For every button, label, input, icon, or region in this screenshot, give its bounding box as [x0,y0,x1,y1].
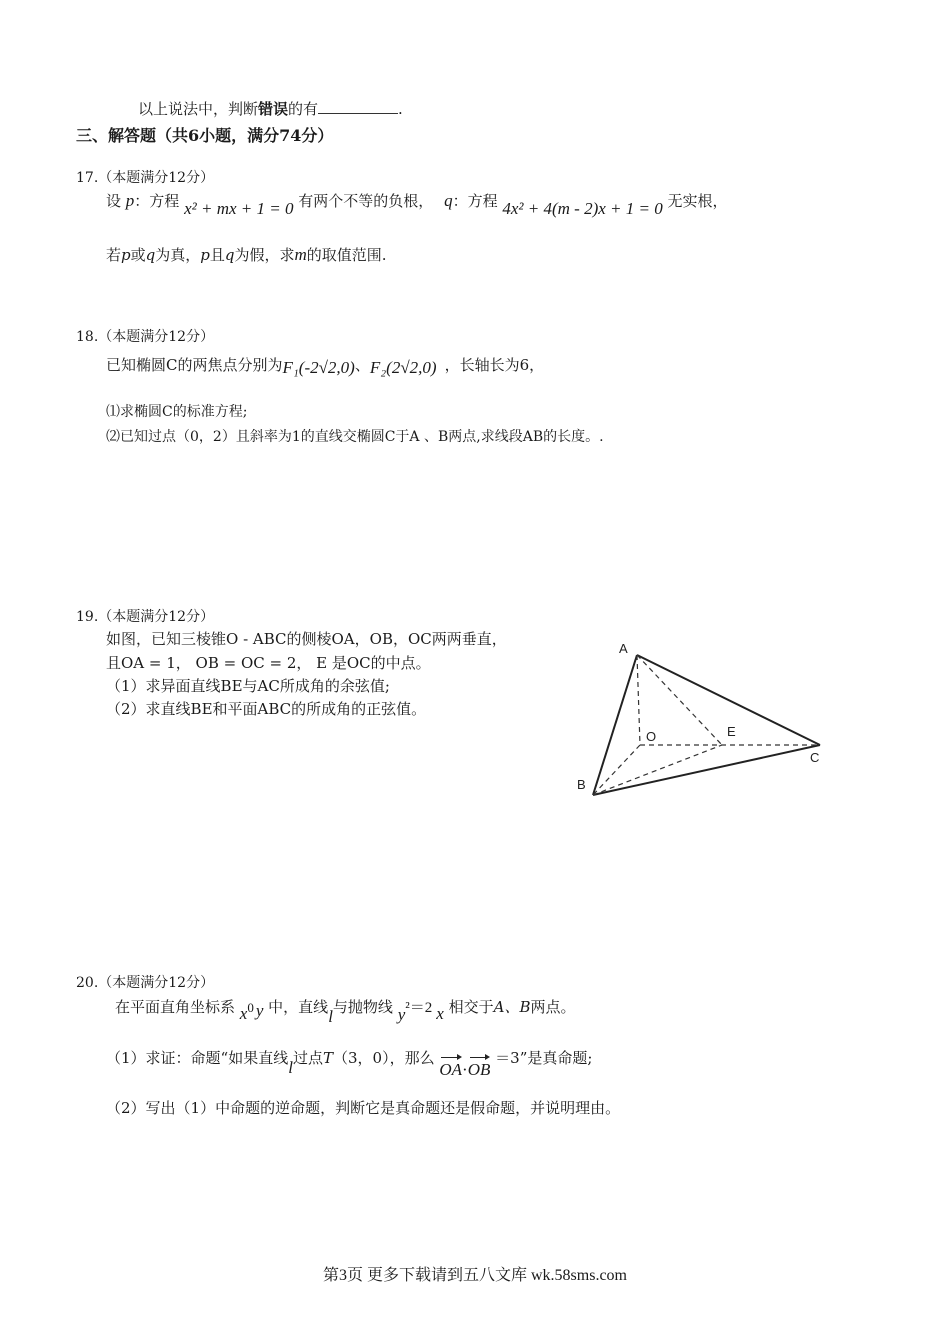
q19-line4: （2）求直线BE和平面ABC的所成角的正弦值。 [106,700,427,718]
q20-l2-a: （1）求证：命题“如果直线 [106,1049,289,1067]
q18-part2: ⑵已知过点（0，2）且斜率为1的直线交椭圆C于A 、B两点,求线段AB的长度。. [106,429,604,445]
q17-line2 [106,244,387,265]
intro-bold: 错误 [258,100,289,118]
q17-l2-q1: q [145,246,156,264]
q18-focus2: F₂(2√2,0) [369,358,437,377]
edge-AB [593,655,637,795]
q17-l2-b: 或 [130,246,146,264]
q18-part1: ⑴求椭圆C的标准方程; [106,404,248,420]
edge-BC [593,745,820,795]
q20-l1-a: 在平面直角坐标系 [115,998,236,1016]
q20-vector-oa: OA [439,1060,463,1079]
q17-equation2: 4x² + 4(m - 2)x + 1 = 0 [502,199,663,218]
q20-number: 20.（本题满分12分） [76,975,215,991]
q20-parab-eq: ²＝2 [405,1000,433,1016]
intro-suffix: 的有 [288,100,319,118]
intro-prefix: 以上说法中，判断 [138,100,259,118]
q18-text-b: ，长轴长为6， [444,356,545,374]
q17-l2-q2: q [224,246,235,264]
q20-parab-x: x [436,1004,444,1023]
q17-p: p [125,191,135,210]
label-C: C [810,750,820,765]
q20-dot-product [439,1061,495,1079]
q20-l1-d: 相交于 [448,998,494,1016]
q18-text-a: 已知椭圆C的两焦点分别为 [106,356,283,374]
label-A: A [619,641,628,656]
q17-number: 17.（本题满分12分） [76,170,215,186]
q20-l2-b: 过点 [292,1049,323,1067]
q20-coord-x: x [239,1004,248,1023]
label-E: E [727,724,736,739]
q17-l2-f: 的取值范围. [306,246,387,264]
q20-l1-b: 中，直线 [268,998,329,1016]
q20-line-l: l [328,1007,333,1026]
q18-focus1: F₁(-2√2,0) [282,358,355,377]
intro-line [138,98,403,119]
q17-text-b: ：方程 [134,192,180,210]
q17-equation1: x² + mx + 1 = 0 [184,199,294,218]
q20-l1-c: 与抛物线 [332,998,393,1016]
q17-text-d: ：方程 [452,192,498,210]
q17-l2-c: 为真， [155,246,201,264]
q17-l2-p2: p [200,246,210,264]
q20-parab-y: y [397,1005,406,1024]
q19-line2: 且OA = 1， OB = OC = 2， E 是OC的中点。 [106,654,431,672]
label-O: O [646,729,657,744]
q20-line3: （2）写出（1）中命题的逆命题，判断它是真命题还是假命题，并说明理由。 [106,1099,621,1117]
q17-q: q [444,191,453,210]
q17-l2-m: m [294,245,307,264]
edge-AO [637,655,640,745]
q17-l2-p1: p [121,246,131,264]
q17-l2-a: 若 [106,246,122,264]
q19-line3: （1）求异面直线BE与AC所成角的余弦值; [106,677,390,695]
q17-text-c: 有两个不等的负根， [298,192,434,210]
q20-l2-c: （3，0），那么 [332,1049,435,1067]
q20-dot: · [462,1060,468,1079]
q20-l2-d: ＝3”是真命题; [495,1049,593,1067]
q20-coord-o: 0 [247,1000,254,1015]
q17-l2-d: 且 [209,246,225,264]
q17-l2-e: 为假，求 [234,246,295,264]
q20-l2-t: T [322,1049,333,1067]
q20-line1 [115,996,576,1026]
q18-line1 [106,354,544,375]
label-B: B [577,777,586,792]
page-footer: 第3页 更多下载请到五八文库 wk.58sms.com [322,1267,627,1284]
q18-number: 18.（本题满分12分） [76,329,215,345]
q17-text-e: 无实根， [667,192,728,210]
q20-line2 [106,1047,593,1079]
q18-sep: 、 [354,356,370,374]
section-title: 三、解答题（共6小题，满分74分） [76,126,334,145]
q20-l2-l: l [288,1058,293,1077]
answer-blank [318,99,398,114]
q20-vector-ob: OB [467,1060,491,1079]
q17-line1 [106,190,728,218]
intro-end: . [398,100,403,118]
q20-l1-e: 两点。 [530,998,576,1016]
q19-number: 19.（本题满分12分） [76,609,215,625]
q17-text-a: 设 [106,192,122,210]
q20-l1-ab: A、B [493,998,531,1016]
q20-coord-y: y [255,1001,264,1020]
pyramid-figure [570,635,840,815]
q19-line1: 如图，已知三棱锥O - ABC的侧棱OA，OB，OC两两垂直， [106,630,507,648]
